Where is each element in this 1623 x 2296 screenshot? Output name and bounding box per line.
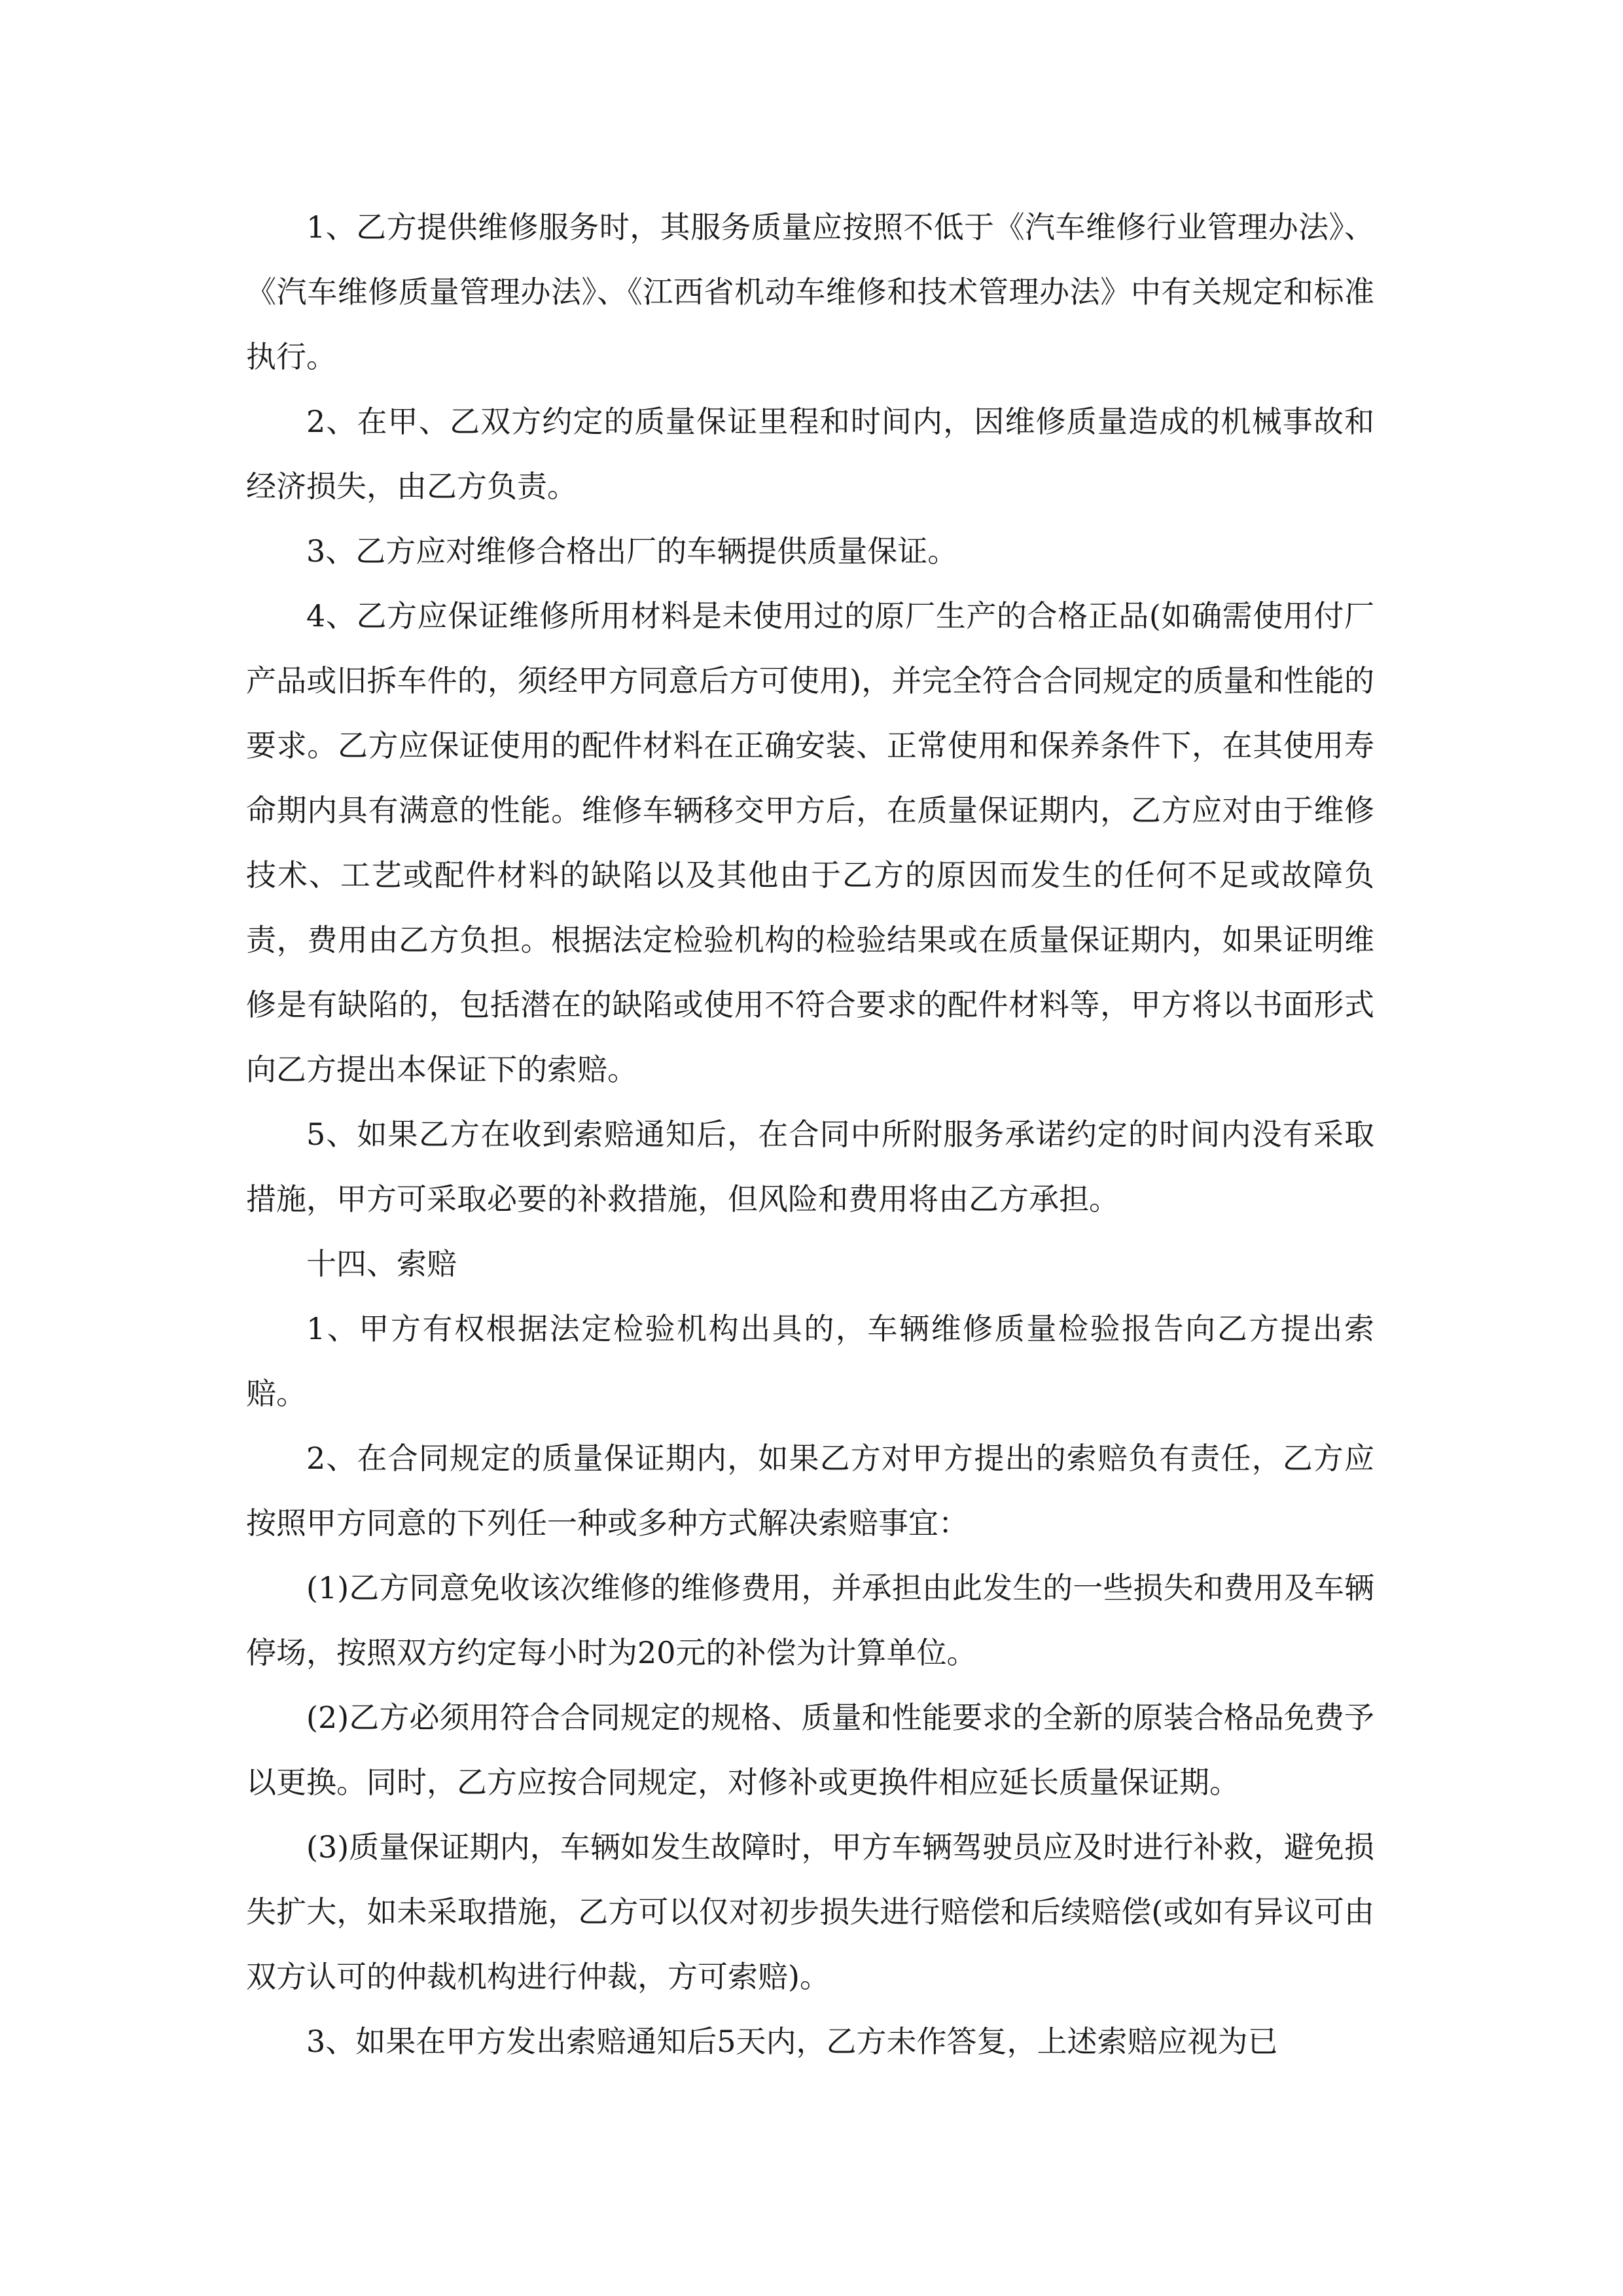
paragraph-claims-2: 2、在合同规定的质量保证期内，如果乙方对甲方提出的索赔负有责任，乙方应按照甲方同意的下列任一种或多种方式解决索赔事宜：: [246, 1441, 1374, 1541]
paragraph-claims-1: 1、甲方有权根据法定检验机构出具的，车辆维修质量检验报告向乙方提出索赔。: [246, 1311, 1374, 1411]
paragraph-clause-3: 3、乙方应对维修合格出厂的车辆提供质量保证。: [306, 533, 958, 569]
paragraph-claims-option-1: (1)乙方同意免收该次维修的维修费用，并承担由此发生的一些损失和费用及车辆停场，按照双方约定每小时为20元的补偿为计算单位。: [246, 1570, 1374, 1670]
paragraph-clause-1: 1、乙方提供维修服务时，其服务质量应按照不低于《汽车维修行业管理办法》、《汽车维修质量管理办法》、《江西省机动车维修和技术管理办法》中有关规定和标准执行。: [246, 209, 1374, 374]
paragraph-clause-4: 4、乙方应保证维修所用材料是未使用过的原厂生产的合格正品(如确需使用付厂产品或旧拆车件的，须经甲方同意后方可使用)，并完全符合合同规定的质量和性能的要求。乙方应保证使用的配件材料在正确安装、正常使用和保养条件下，在其使用寿命期内具有满意的性能。维修车辆移交甲方后，在质量保证期内，乙方应对由于维修技术、工艺或配件材料的缺陷以及其他由于乙方的原因而发生的任何不足或故障负责，费用由乙方负担。根据法定检验机构的检验结果或在质量保证期内，如果证明维修是有缺陷的，包括潜在的缺陷或使用不符合要求的配件材料等，甲方将以书面形式向乙方提出本保证下的索赔。: [246, 598, 1374, 1087]
paragraph-claims-option-2: (2)乙方必须用符合合同规定的规格、质量和性能要求的全新的原装合格品免费予以更换。同时，乙方应按合同规定，对修补或更换件相应延长质量保证期。: [246, 1700, 1374, 1800]
section-heading-claims: 十四、索赔: [306, 1246, 457, 1282]
paragraph-clause-5: 5、如果乙方在收到索赔通知后，在合同中所附服务承诺约定的时间内没有采取措施，甲方可采取必要的补救措施，但风险和费用将由乙方承担。: [246, 1117, 1374, 1217]
paragraph-clause-2: 2、在甲、乙双方约定的质量保证里程和时间内，因维修质量造成的机械事故和经济损失，由乙方负责。: [246, 404, 1374, 504]
document-body: [246, 195, 1374, 2074]
paragraph-claims-3: 3、如果在甲方发出索赔通知后5天内，乙方未作答复，上述索赔应视为已: [306, 2024, 1278, 2059]
paragraph-claims-option-3: (3)质量保证期内，车辆如发生故障时，甲方车辆驾驶员应及时进行补救，避免损失扩大，如未采取措施，乙方可以仅对初步损失进行赔偿和后续赔偿(或如有异议可由双方认可的仲裁机构进行仲裁，方可索赔)。: [246, 1829, 1374, 1994]
